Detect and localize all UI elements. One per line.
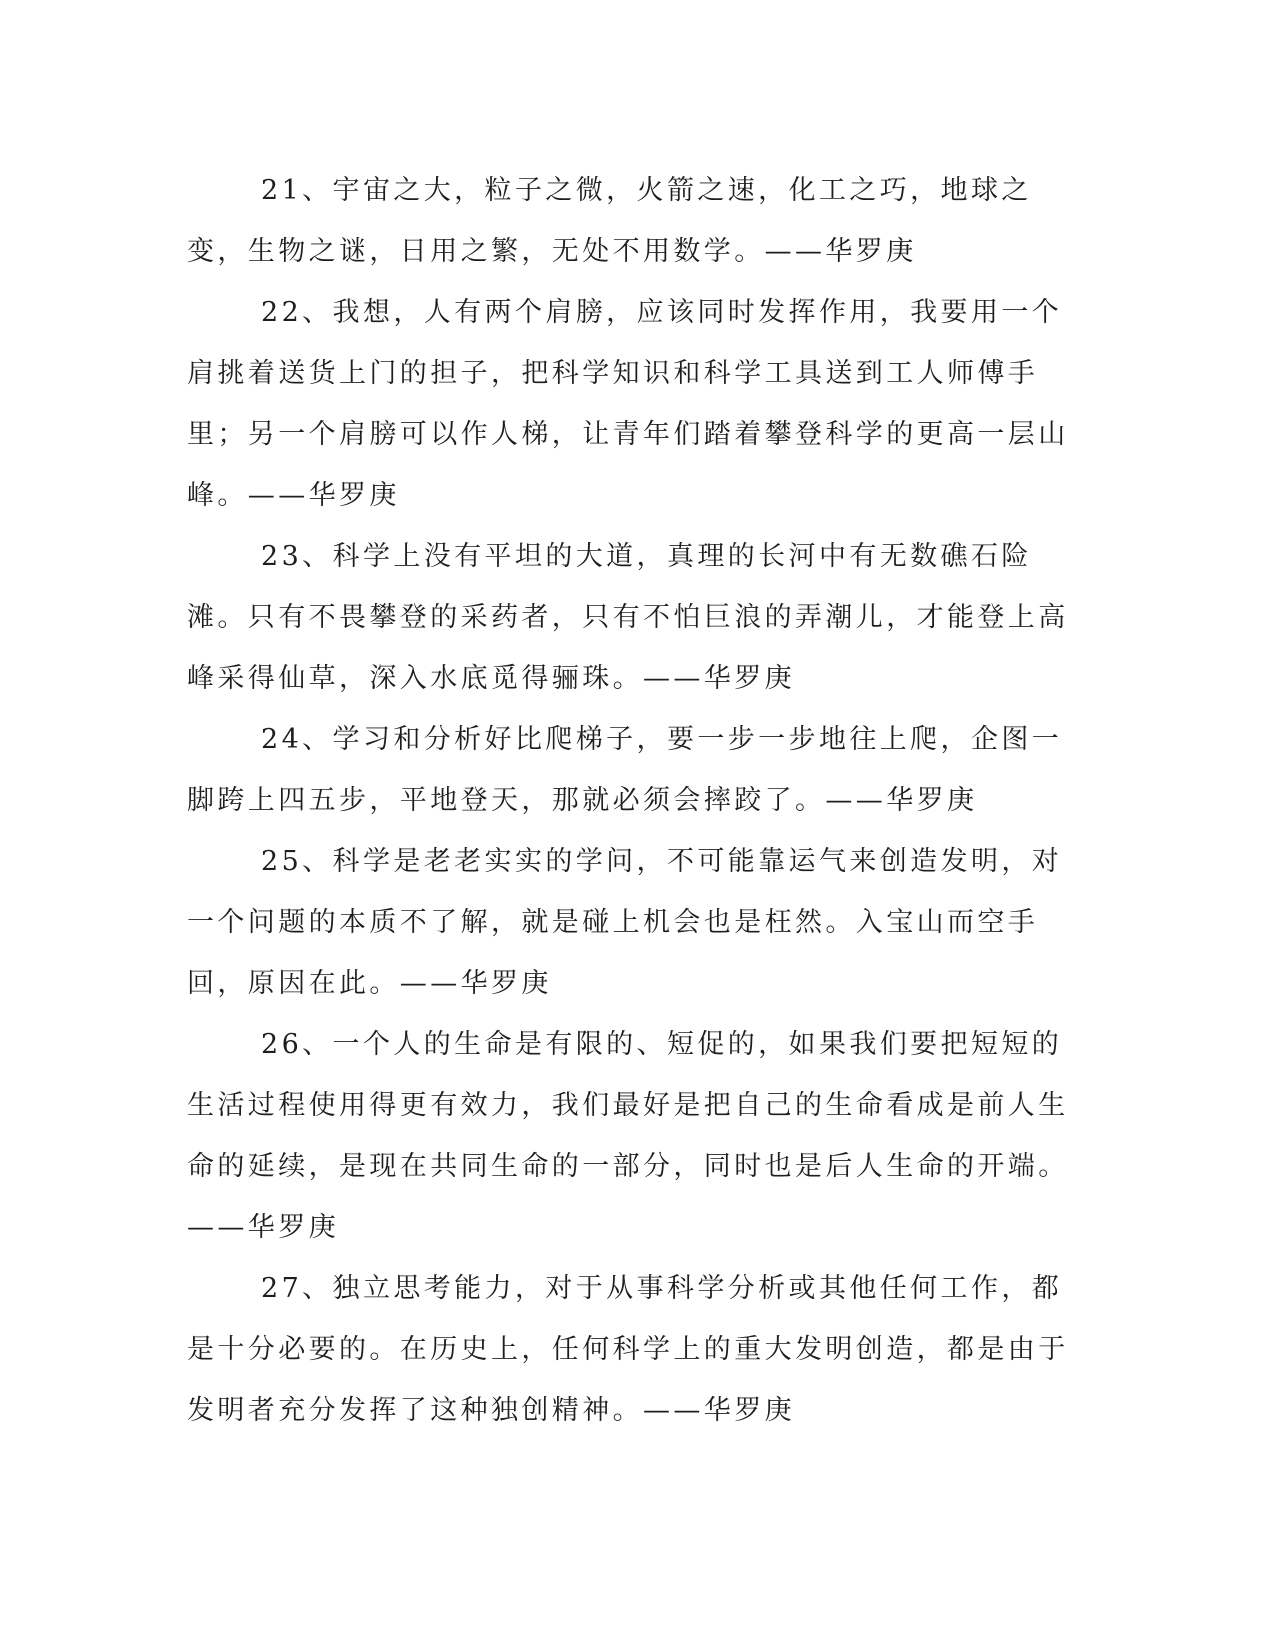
- quote-paragraph-21: 21、宇宙之大，粒子之微，火箭之速，化工之巧，地球之变，生物之谜，日用之繁，无处不用数学。——华罗庚: [187, 175, 1032, 267]
- document-body: [187, 160, 1077, 1441]
- quote-paragraph-23: 23、科学上没有平坦的大道，真理的长河中有无数礁石险滩。只有不畏攀登的采药者，只有不怕巨浪的弄潮儿，才能登上高峰采得仙草，深入水底觅得骊珠。——华罗庚: [187, 541, 1069, 694]
- quote-paragraph-26: 26、一个人的生命是有限的、短促的，如果我们要把短短的生活过程使用得更有效力，我们最好是把自己的生命看成是前人生命的延续，是现在共同生命的一部分，同时也是后人生命的开端。——华罗庚: [187, 1029, 1069, 1243]
- quote-paragraph-24: 24、学习和分析好比爬梯子，要一步一步地往上爬，企图一脚跨上四五步，平地登天，那就必须会摔跤了。——华罗庚: [187, 724, 1063, 816]
- quote-paragraph-25: 25、科学是老老实实的学问，不可能靠运气来创造发明，对一个问题的本质不了解，就是碰上机会也是枉然。入宝山而空手回，原因在此。——华罗庚: [187, 846, 1063, 999]
- quote-paragraph-22: 22、我想，人有两个肩膀，应该同时发挥作用，我要用一个肩挑着送货上门的担子，把科学知识和科学工具送到工人师傅手里；另一个肩膀可以作人梯，让青年们踏着攀登科学的更高一层山峰。——华罗庚: [187, 297, 1069, 511]
- quote-paragraph-27: 27、独立思考能力，对于从事科学分析或其他任何工作，都是十分必要的。在历史上，任何科学上的重大发明创造，都是由于发明者充分发挥了这种独创精神。——华罗庚: [187, 1273, 1069, 1426]
